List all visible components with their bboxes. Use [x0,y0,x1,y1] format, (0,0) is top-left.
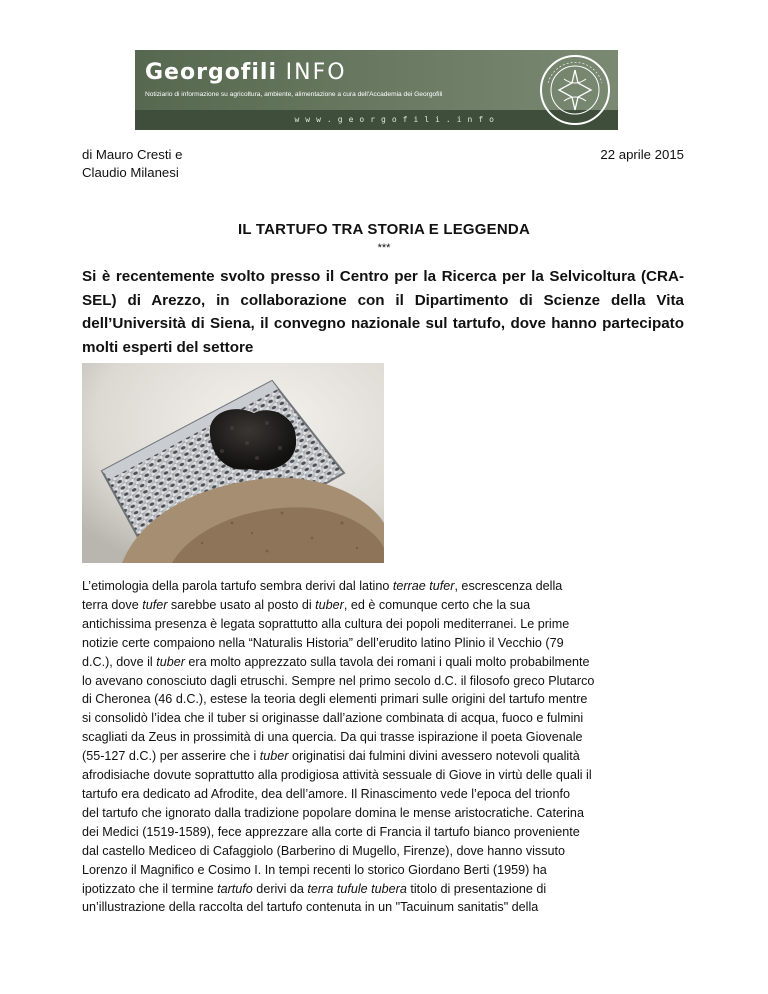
body-line: lo avevano conosciuto dagli etruschi. Sempre nel primo secolo d.C. il filosofo greco Plutarco [82,673,595,688]
body-paragraph [82,577,688,917]
authors-line-1: di Mauro Cresti e [82,147,183,162]
text-run: derivi da [252,881,308,896]
text-run: sarebbe usato al posto di [167,597,316,612]
latin-term: tartufo [217,881,253,896]
body-line: del tartufo che ignorato dalla tradizione popolare domina le mense aristocratiche. Caterina [82,805,584,820]
body-line: afrodisiache dovute soprattutto alla prodigiosa attività sessuale di Giove in virtù delle quali il [82,768,592,783]
text-run: titolo di presentazione di [406,881,547,896]
truffle-grater-photo [82,363,384,563]
text-run: (55-127 d.C.) per asserire che i [82,749,260,764]
body-line: notizie certe compaiono nella “Naturalis Historia” dell’erudito latino Plinio il Vecchio (79 [82,635,564,650]
article-title: IL TARTUFO TRA STORIA E LEGGENDA [238,221,530,238]
text-run: L’etimologia della parola tartufo sembra derivi dal latino [82,579,393,593]
banner-subtitle: Notiziario di informazione su agricoltura, ambiente, alimentazione a cura dell'Accademia dei Georgofili [145,91,443,98]
text-run: terra dove [82,597,143,612]
latin-term: terrae tufer [392,579,455,593]
text-run: originatisi dai fulmini divini avessero notevoli qualità [288,749,580,764]
latin-term: terra tufule tubera [307,881,407,896]
latin-term: tufer [142,597,168,612]
academy-seal-icon [538,53,612,127]
body-line: antichissima presenza è legata soprattutto alla cultura dei popoli mediterranei. Le prime [82,616,570,631]
text-run: ipotizzato che il termine [82,881,218,896]
latin-term: tuber [315,597,344,612]
georgofili-banner [135,50,618,130]
body-line [82,653,688,672]
title-separator: *** [377,242,391,254]
body-line: un’illustrazione della raccolta del tartufo contenuta in un "Tacuinum sanitatis" della [82,900,539,915]
text-run: d.C.), dove il [82,654,157,669]
body-line: tartufo era dedicato ad Afrodite, dea dell’amore. Il Rinascimento vede l’epoca del trionfo [82,786,570,801]
authors-line-2: Claudio Milanesi [82,165,179,180]
text-run: , ed è comunque certo che la sua [343,597,531,612]
body-line [82,880,688,899]
latin-term: tuber [156,654,185,669]
body-line: dal castello Mediceo di Cafaggiolo (Barberino di Mugello, Firenze), dove hanno vissuto [82,843,566,858]
article-body [82,577,688,917]
body-line [82,577,688,596]
text-run: , escrescenza della [454,579,563,593]
banner-website: www.georgofili.info [294,115,500,124]
banner-title-info: INFO [285,60,347,85]
body-line: scagliati da Zeus in prossimità di una quercia. Da qui trasse ispirazione il poeta Giovenale [82,730,583,745]
banner-title-main: Georgofili [145,60,277,85]
body-line: di Cheronea (46 d.C.), estese la teoria degli elementi primari sulle origini del tartufo mentre [82,692,588,707]
body-line: Lorenzo il Magnifico e Cosimo I. In tempi recenti lo storico Giordano Berti (1959) ha [82,862,547,877]
latin-term: tuber [259,749,289,764]
article-date: 22 aprile 2015 [600,147,684,162]
body-line: si consolidò l’idea che il tuber si originasse dall’azione combinata di acqua, fuoco e fulmini [82,711,584,726]
body-line [82,747,688,766]
banner-title [145,60,347,85]
article-authors [82,146,182,182]
body-line: dei Medici (1519-1589), fece apprezzare alla corte di Francia il tartufo bianco proveniente [82,824,580,839]
text-run: era molto apprezzato sulla tavola dei romani i quali molto probabilmente [184,654,590,669]
body-line [82,596,688,615]
article-lead: Si è recentemente svolto presso il Centro per la Ricerca per la Selvicoltura (CRA-SEL) di Arezzo, in collaborazione con il Dipartimento di Scienze della Vita dell’Università di Siena, il convegno nazionale sul tartufo, dove hanno partecipato molti esperti del settore [82,268,684,356]
